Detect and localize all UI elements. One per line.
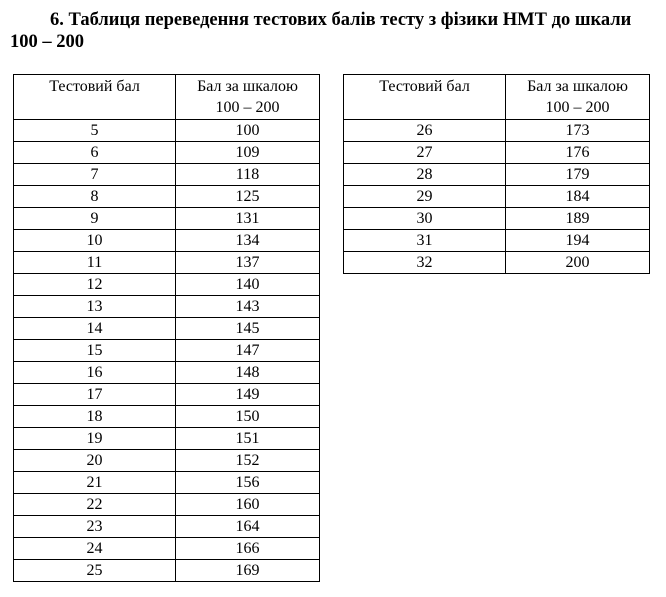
- cell-scale-score: 131: [176, 208, 320, 230]
- cell-scale-score: 118: [176, 164, 320, 186]
- cell-scale-score: 150: [176, 406, 320, 428]
- cell-test-score: 16: [14, 362, 176, 384]
- conversion-table-right: [343, 74, 650, 274]
- cell-scale-score: 194: [506, 230, 650, 252]
- table-row: [14, 252, 320, 274]
- table-row: [14, 274, 320, 296]
- cell-test-score: 26: [344, 120, 506, 142]
- page-title: [10, 9, 655, 53]
- table-row: [14, 384, 320, 406]
- cell-test-score: 5: [14, 120, 176, 142]
- table-row: [14, 362, 320, 384]
- column-header-scale-score: Бал за шкалою 100 – 200: [506, 75, 650, 120]
- cell-scale-score: 179: [506, 164, 650, 186]
- cell-scale-score: 184: [506, 186, 650, 208]
- table-row: [14, 142, 320, 164]
- table-row: [344, 142, 650, 164]
- cell-test-score: 32: [344, 252, 506, 274]
- cell-test-score: 7: [14, 164, 176, 186]
- cell-scale-score: 145: [176, 318, 320, 340]
- cell-test-score: 8: [14, 186, 176, 208]
- cell-test-score: 11: [14, 252, 176, 274]
- table-row: [14, 472, 320, 494]
- table-row: [14, 406, 320, 428]
- table-row: [14, 120, 320, 142]
- cell-scale-score: 149: [176, 384, 320, 406]
- table-row: [14, 538, 320, 560]
- cell-scale-score: 151: [176, 428, 320, 450]
- table-row: [344, 252, 650, 274]
- cell-test-score: 23: [14, 516, 176, 538]
- table-row: [14, 208, 320, 230]
- cell-test-score: 13: [14, 296, 176, 318]
- cell-test-score: 28: [344, 164, 506, 186]
- cell-scale-score: 200: [506, 252, 650, 274]
- table-row: [344, 208, 650, 230]
- table-row: [14, 516, 320, 538]
- cell-test-score: 6: [14, 142, 176, 164]
- cell-scale-score: 143: [176, 296, 320, 318]
- cell-test-score: 15: [14, 340, 176, 362]
- table-row: [344, 230, 650, 252]
- cell-test-score: 22: [14, 494, 176, 516]
- cell-scale-score: 100: [176, 120, 320, 142]
- cell-test-score: 14: [14, 318, 176, 340]
- table-row: [344, 164, 650, 186]
- cell-scale-score: 160: [176, 494, 320, 516]
- cell-test-score: 31: [344, 230, 506, 252]
- cell-scale-score: 148: [176, 362, 320, 384]
- cell-test-score: 24: [14, 538, 176, 560]
- cell-scale-score: 134: [176, 230, 320, 252]
- cell-scale-score: 173: [506, 120, 650, 142]
- cell-test-score: 20: [14, 450, 176, 472]
- cell-scale-score: 164: [176, 516, 320, 538]
- table-header-row: [344, 75, 650, 120]
- cell-scale-score: 137: [176, 252, 320, 274]
- cell-test-score: 9: [14, 208, 176, 230]
- column-header-scale-score: Бал за шкалою 100 – 200: [176, 75, 320, 120]
- column-header-test-score: Тестовий бал: [14, 75, 176, 120]
- cell-test-score: 21: [14, 472, 176, 494]
- table-row: [14, 186, 320, 208]
- cell-test-score: 25: [14, 560, 176, 582]
- cell-scale-score: 140: [176, 274, 320, 296]
- table-row: [14, 494, 320, 516]
- cell-test-score: 29: [344, 186, 506, 208]
- cell-test-score: 27: [344, 142, 506, 164]
- table-row: [14, 428, 320, 450]
- table-row: [14, 164, 320, 186]
- cell-test-score: 30: [344, 208, 506, 230]
- column-header-test-score: Тестовий бал: [344, 75, 506, 120]
- cell-scale-score: 169: [176, 560, 320, 582]
- table-row: [14, 230, 320, 252]
- table-row: [344, 120, 650, 142]
- cell-test-score: 19: [14, 428, 176, 450]
- table-header-row: [14, 75, 320, 120]
- table-row: [14, 296, 320, 318]
- title-line-2: 100 – 200: [10, 32, 84, 52]
- cell-scale-score: 189: [506, 208, 650, 230]
- table-row: [14, 450, 320, 472]
- table-row: [344, 186, 650, 208]
- cell-scale-score: 166: [176, 538, 320, 560]
- cell-scale-score: 147: [176, 340, 320, 362]
- cell-scale-score: 152: [176, 450, 320, 472]
- cell-test-score: 17: [14, 384, 176, 406]
- cell-test-score: 12: [14, 274, 176, 296]
- cell-scale-score: 176: [506, 142, 650, 164]
- cell-test-score: 10: [14, 230, 176, 252]
- table-row: [14, 340, 320, 362]
- table-row: [14, 560, 320, 582]
- table-row: [14, 318, 320, 340]
- title-line-1: 6. Таблиця переведення тестових балів тесту з фізики НМТ до шкали: [50, 10, 632, 30]
- cell-test-score: 18: [14, 406, 176, 428]
- cell-scale-score: 125: [176, 186, 320, 208]
- conversion-table-left: [13, 74, 320, 582]
- cell-scale-score: 156: [176, 472, 320, 494]
- cell-scale-score: 109: [176, 142, 320, 164]
